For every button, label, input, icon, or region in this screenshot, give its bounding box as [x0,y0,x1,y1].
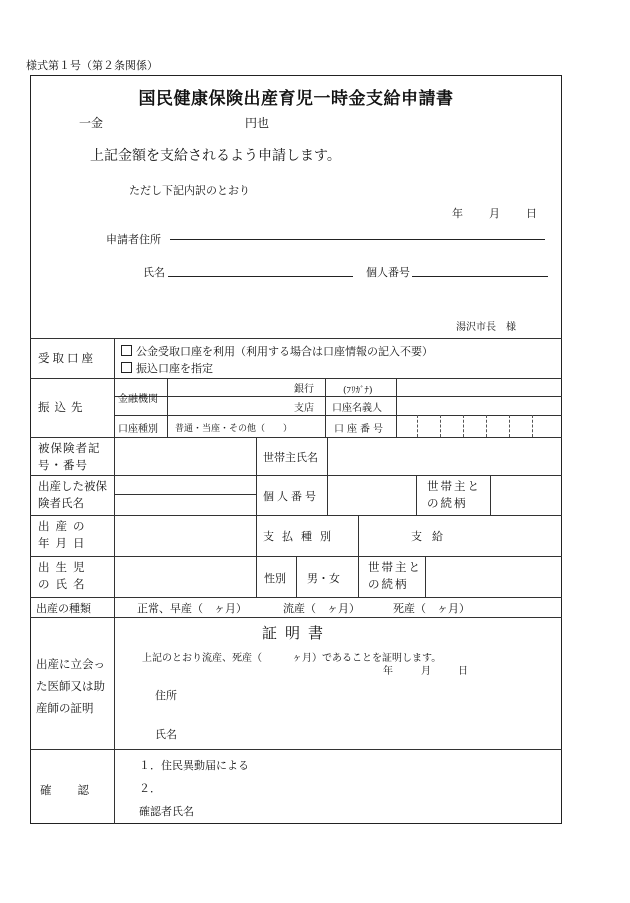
householder-name-label: 世帯主氏名 [263,451,318,464]
option-public-account-label: 公金受取口座を利用（利用する場合は口座情報の記入不要） [136,345,433,358]
certificate-title: 証明書 [262,624,332,642]
certificate-name-label: 氏名 [155,728,177,741]
applicant-address-label: 申請者住所 [106,233,161,246]
birthing-insured-name-label: 出産した被保険者氏名 [38,479,107,510]
receiving-account-label: 受取口座 [38,351,96,365]
request-statement: 上記金額を支給されるよう申請します。 [90,148,341,164]
certificate-year: 年 [383,666,393,677]
furigana-label: (ﾌﾘｶﾞﾅ) [343,386,373,396]
certificate-day: 日 [458,666,468,677]
form-title: 国民健康保険出産育児一時金支給申請書 [138,89,454,109]
confirmer-name-input[interactable] [205,800,555,818]
certificate-statement: 上記のとおり流産、死産（ ヶ月）であることを証明します。 [142,653,442,664]
furigana-input[interactable] [397,379,561,395]
certificate-address-label: 住所 [155,689,177,702]
householder-name-input[interactable] [328,438,561,474]
account-type-label: 口座種別 [118,424,158,435]
confirmation-item2: ２． [139,782,161,795]
transfer-label: 振込先 [38,400,88,414]
applicant-address-field[interactable] [170,239,545,240]
option-designated-account[interactable] [121,360,213,376]
confirmation-item1: １．住民異動届による [139,759,249,772]
birth-date-input[interactable] [115,516,255,555]
child-relation-label: 世帯主との続柄 [368,560,422,591]
applicant-name-label: 氏名 [143,266,165,279]
branch-suffix: 支店 [294,403,314,414]
insured-relation-label: 世帯主との続柄 [427,479,481,510]
option-designated-account-label: 振込口座を指定 [136,362,213,375]
insured-personal-number-input[interactable] [328,476,415,514]
breakdown-note: ただし下記内訳のとおり [129,184,250,197]
checkbox-public-account[interactable] [121,345,132,356]
birth-date-label: 出産の年月日 [38,519,91,550]
applicant-personal-number-field[interactable] [412,276,548,277]
addressee: 湯沢市長 様 [456,322,516,333]
certificate-month: 月 [421,666,431,677]
birth-kind-normal[interactable]: 正常、早産（ ヶ月） [137,602,247,615]
payment-type-label: 支払種別 [263,530,339,543]
checkbox-designated-account[interactable] [121,362,132,373]
institution-label: 金融機関 [118,394,158,405]
date-year: 年 [452,207,463,220]
child-relation-input[interactable] [426,557,561,596]
sex-options[interactable]: 男・女 [307,572,340,585]
form-number: 様式第１号（第２条関係） [26,59,158,72]
applicant-personal-number-label: 個人番号 [366,266,410,279]
child-name-input[interactable] [115,557,255,596]
certificate-name-input[interactable] [185,722,555,742]
account-number-label: 口座番号 [334,424,386,435]
insured-relation-input[interactable] [491,476,561,514]
date-month: 月 [489,207,500,220]
confirmation-label: 確認 [40,783,115,797]
certificate-address-input[interactable] [185,683,555,703]
account-type-options[interactable]: 普通・当座・その他（ ） [175,424,293,434]
account-number-input[interactable] [397,416,561,436]
birthing-insured-name-input[interactable] [115,476,255,514]
amount-input[interactable] [135,112,235,130]
confirmer-name-label: 確認者氏名 [139,805,194,818]
child-name-label: 出生児の氏名 [38,560,91,591]
insured-personal-number-label: 個人番号 [263,490,319,503]
amount-unit: 円也 [245,116,270,130]
bank-suffix: 銀行 [294,384,314,395]
option-public-account[interactable] [121,343,433,359]
birth-kind-miscarriage[interactable]: 流産（ ヶ月） [283,602,360,615]
amount-prefix: 一金 [79,116,104,130]
insured-symbol-number-input[interactable] [115,438,255,474]
sex-label: 性別 [264,572,286,585]
certificate-row-label: 出産に立会った医師又は助産師の証明 [36,657,105,715]
account-holder-label: 口座名義人 [332,403,382,414]
date-day: 日 [526,207,537,220]
payment-type-value: 支給 [411,530,453,543]
applicant-name-field[interactable] [168,276,353,277]
insured-symbol-number-label: 被保険者記号・番号 [38,441,101,472]
birth-kind-label: 出産の種類 [36,602,91,615]
birth-kind-stillbirth[interactable]: 死産（ ヶ月） [393,602,470,615]
account-holder-input[interactable] [397,397,561,414]
